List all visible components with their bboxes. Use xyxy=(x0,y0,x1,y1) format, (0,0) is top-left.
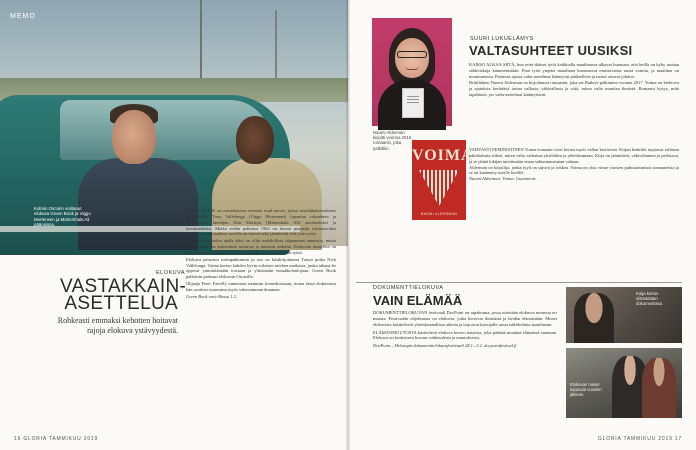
photo-caption: Kolmin Oscarin voittanut elokuva Green Book ja Viggo Mortensen ja Mahershala Ali pääosissa. xyxy=(34,206,91,228)
body-paragraph: GREEN BOOK on mustalaisena miesten road movie, joissa amerikkalaisiaistens kovemmiksi Tony Vallelonga (Viggo Mortensen) lupautuu rakaahnen ja pianistilleen kiertäjän Don Shirleyn (Mahershala Ali) autokuskiksi ja turvamieheksi. Matka etelän palkassa 1962 on luonut pianistin odotettavaksi keikkaa, mutta matkan varrella on tuonut sekä jännitteitä että ystävyyttä. xyxy=(186,208,336,237)
article-kicker: DOKUMENTTIELOKUVA xyxy=(373,285,444,291)
page-folio-right: GLORIA TAMMIKUU 2019 17 xyxy=(597,436,682,442)
body-paragraph: Brittiläinen Naomi Alderman on kirjoittanut romaanin, joka sai Baileys-palkinnon vuonna 2017. Voima on kiehtova ja ajatuksia herättävä tarina vallasta, väkivallasta ja siitä, miten valta muuttaa ihmistä. Romaani kysyy, mitä tapahtuisi, jos valta-asetelmat kääntyisivät. xyxy=(469,80,679,97)
article-credit: Green Book ensi-illassa 1.2. xyxy=(186,293,237,299)
passenger-figure xyxy=(236,116,274,164)
article-body xyxy=(469,147,679,182)
article-deck: Rohkeasti emmaksi kehotten hoitavat rajoja elokuva ystävyydestä. xyxy=(57,316,178,335)
body-paragraph: ELÄMÄNMUUTOSTA käsittelevä elokuva kertoo naisesta, joka päättää muuttaa elämänsä suunnan. Elokuva on koskettava kuvaus rohkeudesta ja muutoksesta. xyxy=(373,329,557,341)
body-paragraph: DOKUMENTTIELOKUVAN festivaali DocPoint on tapahtuma, jossa esitetään elokuvia monesta eri maasta. Festivaalin ohjelmassa on elokuvia, jotka kertovat ihmisistä ja heidän elämästään. Monet elokuvista käsittelevät yhteiskunnallisia aiheita ja tarjoavat katsojalle uusia näkökulmia maailmaan. xyxy=(373,310,557,327)
book-cover xyxy=(412,140,474,220)
book-cover-graphic xyxy=(419,170,459,206)
author-portrait xyxy=(372,18,452,126)
article-body xyxy=(469,62,679,98)
page-folio-left: 16 GLORIA TAMMIKUU 2019 xyxy=(14,436,99,442)
section-divider xyxy=(356,282,682,283)
portrait-caption: Naomi Alderman kirjoitti vuonna 2016 romaanin, joka palkittiin. xyxy=(373,130,412,151)
section-label: MEMO xyxy=(10,13,36,20)
article-headline: VASTAKKAIN-ASETTELUA xyxy=(60,276,187,314)
photo-caption: Katja kertoo elämästään dokumentissa. xyxy=(636,291,663,306)
book-title: VOIMA xyxy=(412,147,474,164)
body-paragraph: KAIKKI ALKAA SIITÄ, kun teini-ikäiset tytöt kaikkialla maailmassa alkavat huomata, että heillä on kyky tuottaa sähköiskuja kämmenistään. Pian tytöt ympäri maailmaa huomaavat omistavansa uusia voimia, ja maailma on muuttumassa. Pienessä ajassa valta-asetelmat kääntyvät päälaelleen ja naiset ottavat johdon. xyxy=(469,62,679,79)
spread-gutter xyxy=(346,0,350,450)
article-kicker: ELOKUVA xyxy=(156,270,186,276)
body-paragraph: Vastakkainasettelun ajalla siksi on ollut mahdollista ohjaamaan aineistoa, mutta kaikki elokuvan kohtaukset toimivat ja tuntuvat aidoilta. Elokuvan tunnelma on sekä hauska että koskettava, ja näyttelijät tekevät loistavaa työtä. xyxy=(186,238,336,255)
photo-caption: Elokuvan naiset tapaavat vuosien jälkeen. xyxy=(570,382,602,397)
driver-figure xyxy=(112,110,156,164)
body-paragraph: Alderman on kirjailija, jonka tyyli on sujuva ja rohkea. Voima on yksi viime vuosien puhutuimmista romaaneista ja se on käännetty useille kielille. xyxy=(469,164,679,176)
article-body xyxy=(373,310,557,351)
article-body xyxy=(186,208,336,301)
body-paragraph: VAHVASTI FEMINISTINEN Voima-romaani voisi kertoa myös vallan kierteestä. Kirjan henkilöt tarjoavat erilaisia näkökulmia siihen, miten valta vaikuttaa yksilöihin ja yhteiskuntaan. Kirja on jännittävä, väkivaltainen ja pelottava, ja se jättää lukijan miettimään omaa suhtautumistaan valtaan. xyxy=(469,147,679,164)
article-headline: VALTASUHTEET UUSIKSI xyxy=(469,43,633,58)
article-headline: VAIN ELÄMÄÄ xyxy=(373,293,463,308)
body-paragraph: Elokuva perustuu tositapahtumiin ja sen on käsikirjoittanut Tonyn poika Nick Vallelonga. Tarina kertoo kahden hyvin erilaisen miehen matkasta, jonka aikana he oppivat ymmärtämään toisiaan ja ylittämään ennakkoluulojaan. Green Book palkittiin parhaan elokuvan Oscarilla. xyxy=(186,256,336,280)
article-kicker: SUURI LUKUELÄMYS xyxy=(470,36,534,42)
article-credit: DocPoint – Helsingin dokumenttielokuvafestivaali 28.1.–3.2. docpointfestival.fi xyxy=(373,343,517,349)
article-credit: Naomi Alderman: Voima. Gummerus. xyxy=(469,176,537,182)
body-paragraph: Ohjaaja Peter Farrelly tunnetaan aiemmin komedioistaan, mutta tässä elokuvassa hän osoittaa osaavansa myös vakavamman draaman. xyxy=(186,281,336,292)
book-author: NAOMI ALDERMAN xyxy=(420,212,458,216)
